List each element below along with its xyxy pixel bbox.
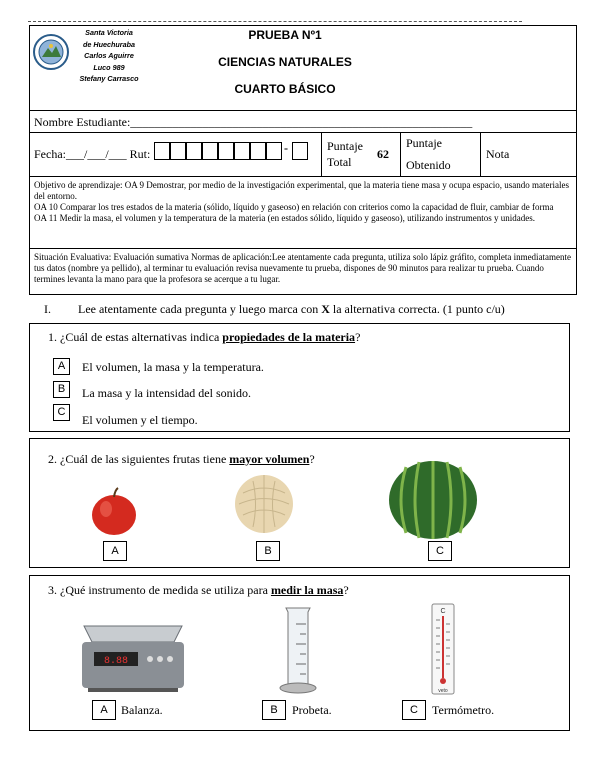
divider bbox=[321, 133, 322, 176]
option-c-text: El volumen y el tiempo. bbox=[82, 413, 198, 427]
option-b-box[interactable]: B bbox=[262, 700, 286, 720]
school-info bbox=[64, 27, 154, 85]
scale-display: 8.88 bbox=[103, 656, 129, 667]
objective-text: Objetivo de aprendizaje: OA 9 Demostrar, por medio de la investigación experimental, que la materia tiene masa y ocupa espacio, usando materiales del entorno. bbox=[34, 180, 569, 201]
scale-image bbox=[74, 616, 192, 696]
rut-digit-box[interactable] bbox=[218, 142, 234, 160]
evaluation-row bbox=[30, 249, 576, 295]
divider bbox=[480, 133, 481, 176]
objectives-row bbox=[30, 177, 576, 249]
apple-image bbox=[88, 485, 140, 537]
total-score-label: Total bbox=[327, 155, 352, 169]
objective-text: OA 11 Medir la masa, el volumen y la temperatura de la materia (en estados sólido, líquido y gaseoso), utilizando instrumentos y unidades. bbox=[34, 213, 536, 223]
option-a-box[interactable]: A bbox=[53, 358, 70, 375]
question-2 bbox=[29, 438, 570, 568]
question-1 bbox=[29, 323, 570, 432]
option-a-text: El volumen, la masa y la temperatura. bbox=[82, 360, 264, 374]
total-score-label: Puntaje bbox=[327, 139, 363, 153]
option-a-text: Balanza. bbox=[121, 703, 163, 717]
rut-verifier-box[interactable] bbox=[292, 142, 308, 160]
page-title: PRUEBA Nº1 bbox=[248, 28, 322, 42]
name-row bbox=[30, 111, 576, 133]
date-rut-label: Fecha:___/___/___ Rut: bbox=[34, 147, 151, 161]
question-prefix: 1. ¿Cuál de estas alternativas indica bbox=[48, 330, 223, 344]
school-line: Carlos Aguirre bbox=[84, 51, 134, 61]
option-a-box[interactable]: A bbox=[103, 541, 127, 561]
rut-digit-box[interactable] bbox=[202, 142, 218, 160]
option-c-box[interactable]: C bbox=[402, 700, 426, 720]
option-b-text: Probeta. bbox=[292, 703, 332, 717]
school-line: Stefany Carrasco bbox=[79, 74, 139, 84]
student-form bbox=[29, 110, 577, 295]
school-line: Luco 989 bbox=[93, 62, 125, 72]
divider bbox=[400, 133, 401, 176]
evaluation-text: Situación Evaluativa: Evaluación sumativa Normas de aplicación:Lee atentamente cada pregunta, utiliza solo lápiz gráfito, completa inmediatamente tus datos (nombre ya pellido), al terminar tu evaluación revisa nuevamente tu prueba, dispones de 90 minutos para realizar tu prueba. Cuando termines levanta la mano para que la profesora se acerque a tu lugar. bbox=[34, 252, 572, 284]
instructions-text: Lee atentamente cada pregunta y luego marca con bbox=[78, 302, 322, 316]
top-dashed-line bbox=[28, 21, 522, 22]
option-c-text: Termómetro. bbox=[432, 703, 495, 717]
rut-digit-box[interactable] bbox=[234, 142, 250, 160]
question-emphasis: propiedades de la materia bbox=[222, 330, 356, 344]
thermometer-unit: C bbox=[440, 608, 446, 615]
obtained-score-label: Puntaje bbox=[406, 136, 442, 150]
rut-dash: - bbox=[284, 141, 288, 155]
student-name-field[interactable]: Nombre Estudiante:_________________________________________________________ bbox=[34, 115, 473, 129]
grade-title: CUARTO BÁSICO bbox=[234, 82, 336, 96]
question-suffix: ? bbox=[343, 583, 349, 597]
rut-digit-box[interactable] bbox=[250, 142, 266, 160]
option-c-box[interactable]: C bbox=[53, 404, 70, 421]
option-b-box[interactable]: B bbox=[256, 541, 280, 561]
rut-digit-box[interactable] bbox=[266, 142, 282, 160]
question-emphasis: medir la masa bbox=[270, 583, 344, 597]
section-number: I. bbox=[44, 302, 51, 316]
thermometer-image bbox=[428, 602, 458, 698]
question-prefix: 3. ¿Qué instrumento de medida se utiliza para bbox=[48, 583, 271, 597]
option-a-box[interactable]: A bbox=[92, 700, 116, 720]
thermometer-brand: veto bbox=[438, 688, 448, 694]
question-suffix: ? bbox=[355, 330, 361, 344]
watermelon-image bbox=[386, 459, 480, 541]
question-text bbox=[48, 583, 349, 598]
question-text bbox=[48, 452, 315, 467]
melon-image bbox=[233, 473, 295, 535]
question-emphasis: mayor volumen bbox=[229, 452, 310, 466]
question-prefix: 2. ¿Cuál de las siguientes frutas tiene bbox=[48, 452, 230, 466]
obtained-score-label: Obtenido bbox=[406, 158, 451, 172]
question-3 bbox=[29, 575, 570, 731]
option-c-box[interactable]: C bbox=[428, 541, 452, 561]
question-suffix: ? bbox=[309, 452, 315, 466]
grade-label: Nota bbox=[486, 147, 510, 161]
question-text bbox=[48, 330, 360, 345]
instructions bbox=[44, 302, 505, 317]
date-rut-row bbox=[30, 133, 576, 177]
rut-digit-box[interactable] bbox=[186, 142, 202, 160]
rut-digit-box[interactable] bbox=[170, 142, 186, 160]
total-score-value: 62 bbox=[377, 147, 389, 161]
test-titles bbox=[190, 27, 380, 108]
school-line: Santa Victoria bbox=[85, 28, 133, 37]
option-b-text: La masa y la intensidad del sonido. bbox=[82, 386, 251, 400]
instructions-mark: X bbox=[321, 302, 330, 316]
objective-text: OA 10 Comparar los tres estados de la materia (sólido, líquido y gaseoso) en relación con criterios como la capacidad de fluir, cambiar de forma bbox=[34, 202, 554, 212]
option-b-box[interactable]: B bbox=[53, 381, 70, 398]
graduated-cylinder-image bbox=[276, 604, 322, 696]
subject-title: CIENCIAS NATURALES bbox=[218, 55, 352, 69]
school-line: de Huechuraba bbox=[83, 39, 135, 49]
instructions-text: la alternativa correcta. (1 punto c/u) bbox=[329, 302, 505, 316]
rut-digit-box[interactable] bbox=[154, 142, 170, 160]
